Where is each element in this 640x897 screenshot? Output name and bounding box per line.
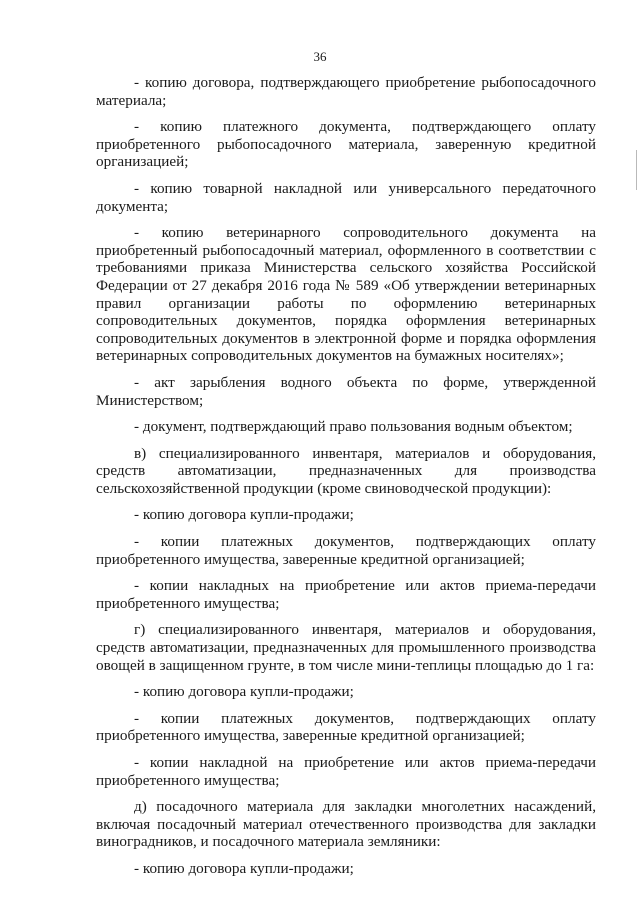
document-body	[96, 74, 596, 887]
scan-edge-mark	[636, 150, 637, 190]
paragraph: - копию договора купли-продажи;	[134, 683, 354, 701]
paragraph: - документ, подтверждающий право пользования водным объектом;	[134, 418, 573, 436]
paragraph: - копию платежного документа, подтверждающего оплату приобретенного рыбопосадочного материала, заверенную кредитной организацией;	[96, 118, 596, 171]
paragraph: в) специализированного инвентаря, материалов и оборудования, средств автоматизации, предназначенных для производства сельскохозяйственной продукции (кроме свиноводческой продукции):	[96, 444, 596, 497]
paragraph: - копии накладной на приобретение или актов приема-передачи приобретенного имущества;	[96, 754, 596, 789]
paragraph: - акт зарыбления водного объекта по форме, утвержденной Министерством;	[96, 373, 596, 409]
paragraph: - копию договора, подтверждающего приобретение рыбопосадочного материала;	[96, 74, 596, 109]
paragraph: - копии платежных документов, подтверждающих оплату приобретенного имущества, заверенные кредитной организацией;	[96, 533, 596, 568]
paragraph: - копию ветеринарного сопроводительного документа на приобретенный рыбопосадочный материал, оформленного в соответствии с требованиями приказа Министерства сельского хозяйства Российской Федерации от 27 декабря 2016 года № 589 «Об утверждении ветеринарных правил организации работы по оформлению ветеринарных сопроводительных документов, порядка оформления ветеринарных сопроводительных документов в электронной форме и порядка оформления ветеринарных сопроводительных документов на бумажных носителях»;	[96, 224, 596, 365]
paragraph: - копию товарной накладной или универсального передаточного документа;	[96, 179, 596, 215]
paragraph: - копии платежных документов, подтверждающих оплату приобретенного имущества, заверенные кредитной организацией;	[96, 709, 596, 745]
paragraph: д) посадочного материала для закладки многолетних насаждений, включая посадочный материал отечественного производства для закладки виноградников, и посадочного материала земляники:	[96, 798, 596, 851]
paragraph: - копию договора купли-продажи;	[134, 506, 354, 524]
paragraph: г) специализированного инвентаря, материалов и оборудования, средств автоматизации, предназначенных для промышленного производства овощей в защищенном грунте, в том числе мини-теплицы площадью до 1 га:	[96, 621, 596, 674]
paragraph: - копии накладных на приобретение или актов приема-передачи приобретенного имущества;	[96, 577, 596, 612]
page-number: 36	[313, 49, 327, 64]
paragraph: - копию договора купли-продажи;	[134, 859, 354, 877]
